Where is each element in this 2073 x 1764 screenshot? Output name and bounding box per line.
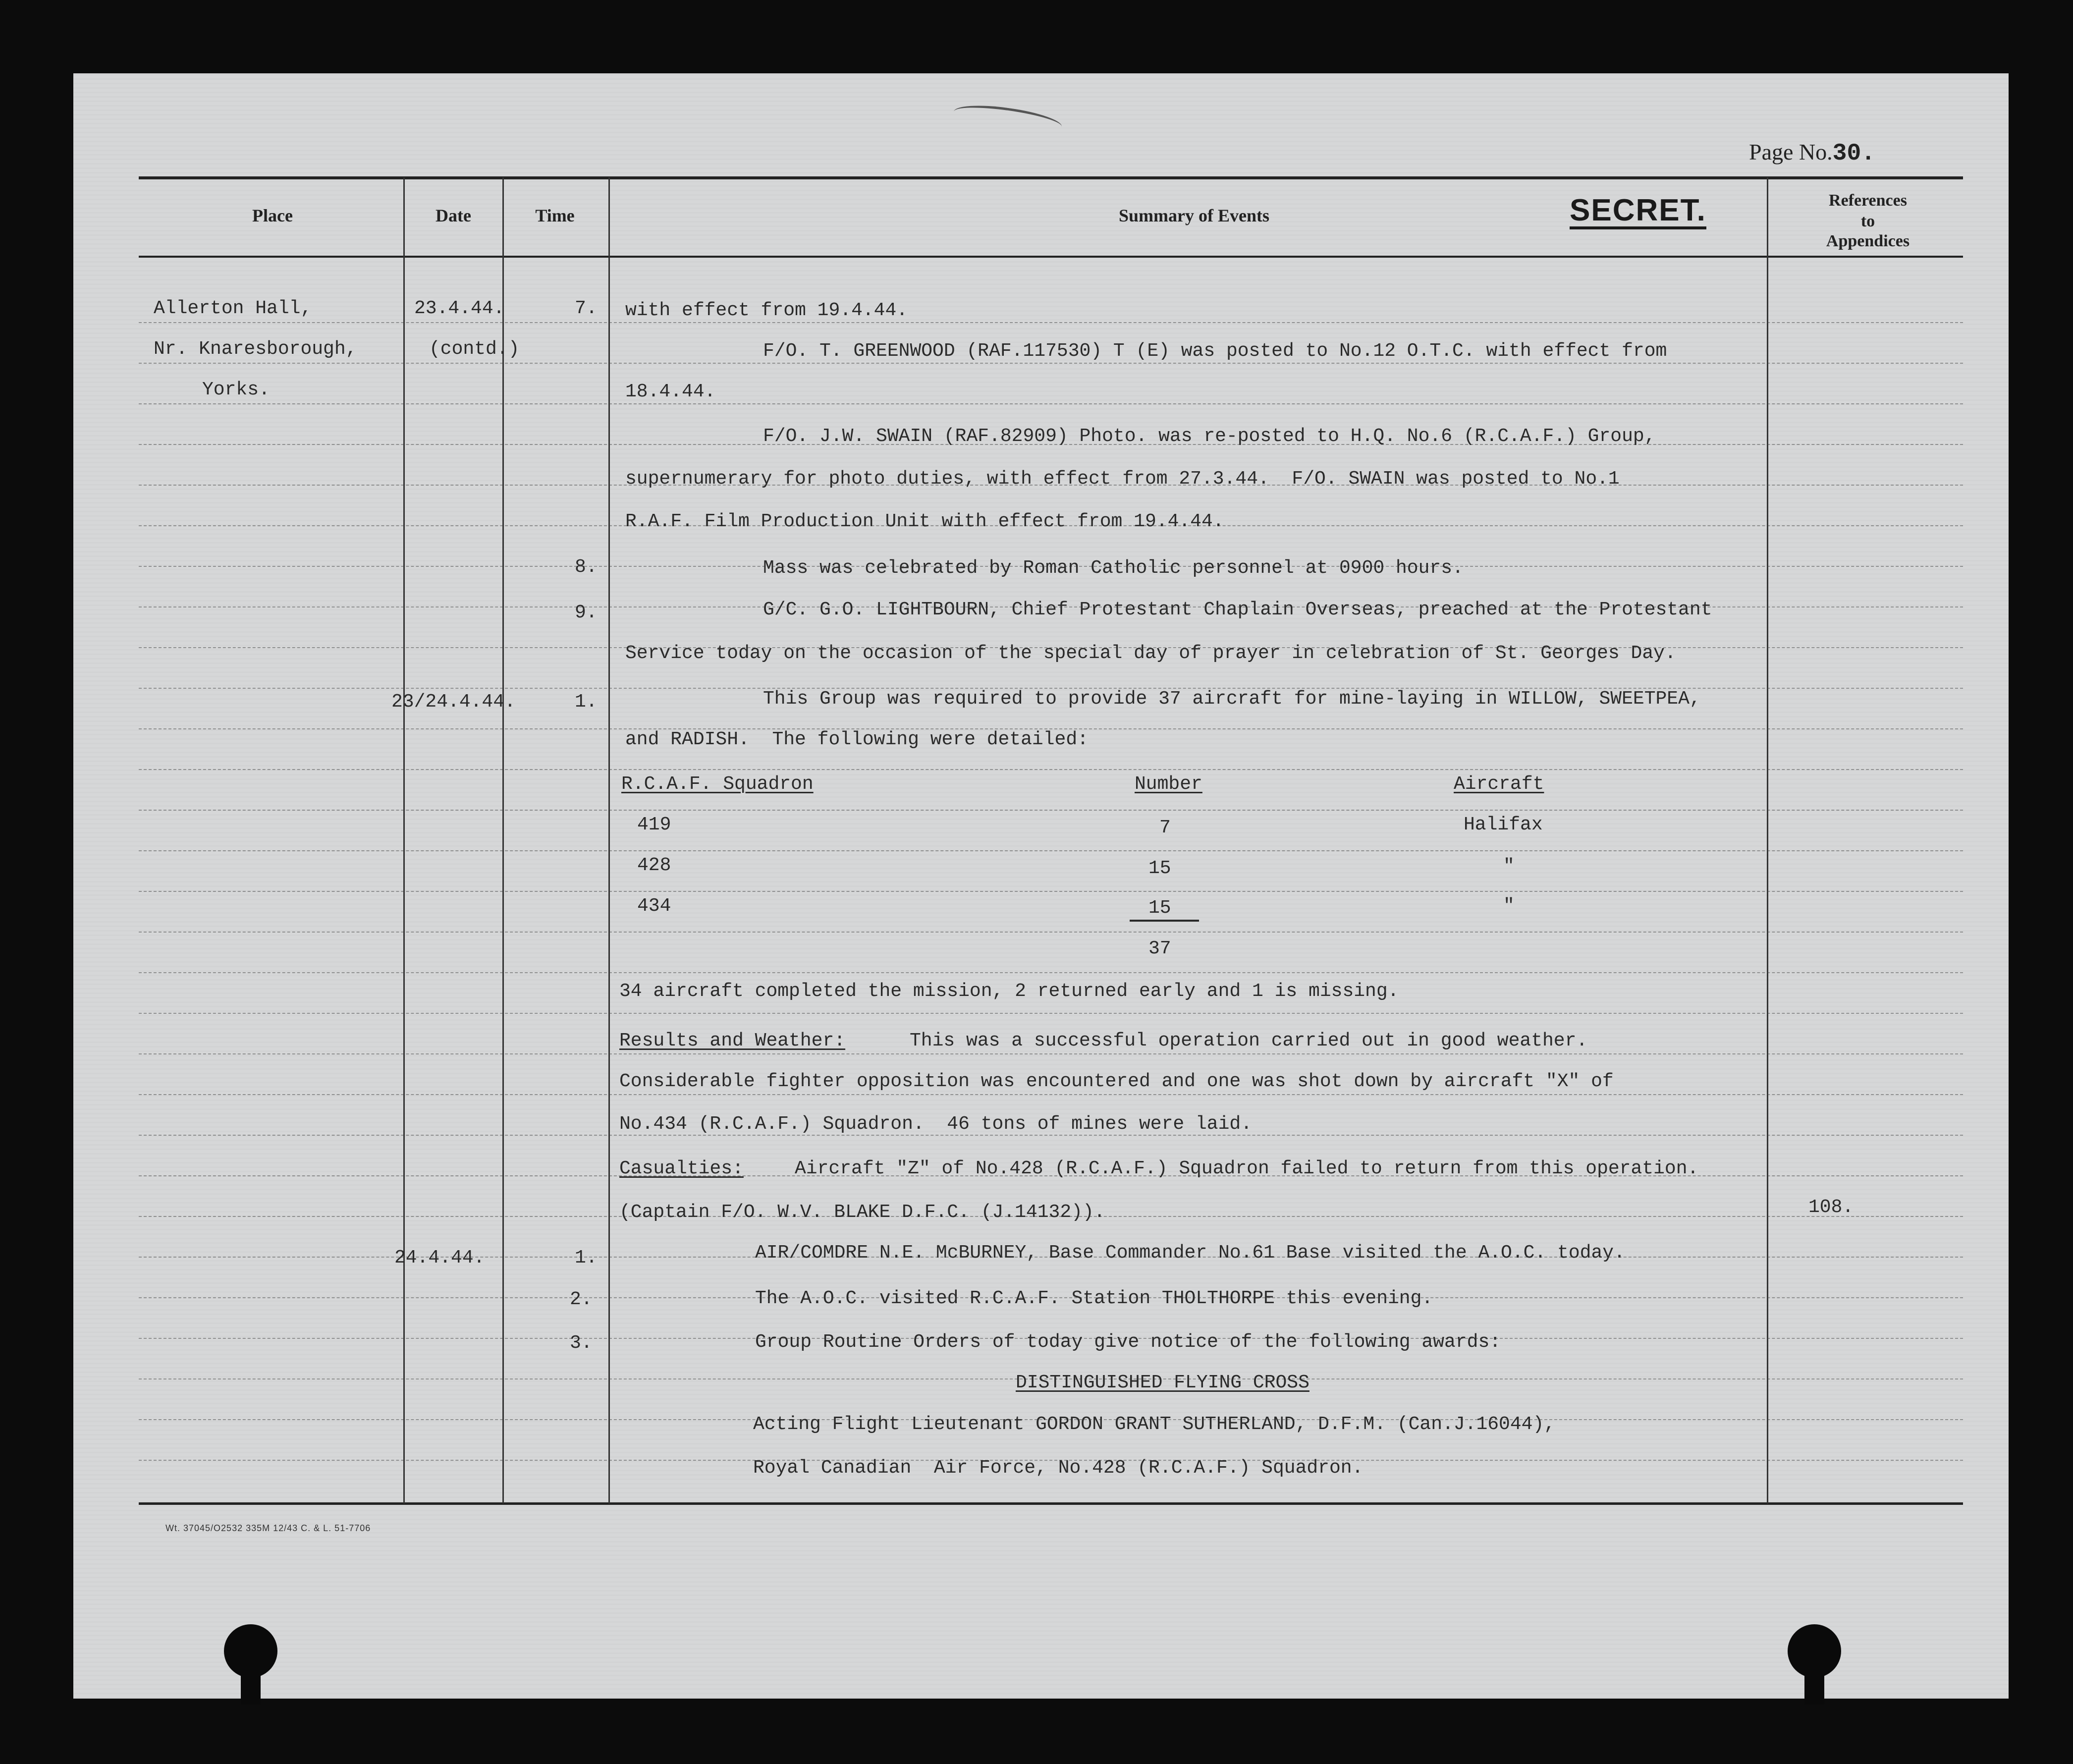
detail-row-aircraft: " (1503, 895, 1515, 917)
ruled-line (139, 403, 1963, 404)
time-entry: 7. (575, 298, 598, 319)
ruled-line (139, 1135, 1963, 1136)
summary-line: The A.O.C. visited R.C.A.F. Station THOLTHORPE this evening. (755, 1288, 1433, 1309)
place-line-1: Allerton Hall, (154, 298, 312, 319)
ruled-line (139, 363, 1963, 364)
summary-line: Mass was celebrated by Roman Catholic personnel at 0900 hours. (763, 557, 1464, 579)
page-number-label: Page No. (1749, 139, 1833, 165)
place-line-2: Nr. Knaresborough, (154, 338, 357, 360)
detail-row-number: 7 (1159, 817, 1171, 838)
header-time: Time (535, 206, 575, 225)
summary-line: Service today on the occasion of the special day of prayer in celebration of St. Georges Day. (625, 643, 1676, 664)
punch-hole (241, 1650, 261, 1705)
ruled-line (139, 1013, 1963, 1014)
summary-line: R.A.F. Film Production Unit with effect from 19.4.44. (625, 511, 1224, 532)
time-entry: 9. (575, 602, 598, 623)
summary-line: 34 aircraft completed the mission, 2 returned early and 1 is missing. (619, 981, 1399, 1002)
summary-line: with effect from 19.4.44. (625, 300, 908, 321)
summary-line: and RADISH. The following were detailed: (625, 729, 1089, 750)
time-entry: 1. (575, 1247, 598, 1268)
summary-line: Acting Flight Lieutenant GORDON GRANT SUTHERLAND, D.F.M. (Can.J.16044), (753, 1414, 1556, 1435)
time-entry: 2. (570, 1289, 593, 1310)
detail-col-aircraft: Aircraft (1454, 773, 1544, 795)
summary-line: Group Routine Orders of today give notice of the following awards: (755, 1331, 1501, 1353)
results-label: Results and Weather: (619, 1030, 846, 1051)
summary-line: No.434 (R.C.A.F.) Squadron. 46 tons of mines were laid. (619, 1113, 1253, 1135)
ruled-line (139, 891, 1963, 892)
date-entry-3: 24.4.44. (394, 1247, 485, 1268)
detail-row-squadron: 419 (637, 814, 671, 835)
detail-row-number: 15 (1148, 897, 1171, 919)
header-rule (139, 256, 1963, 258)
summary-line: Royal Canadian Air Force, No.428 (R.C.A.F.) Squadron. (753, 1457, 1364, 1479)
time-entry: 3. (570, 1332, 593, 1354)
header-references-2: to (1860, 212, 1875, 230)
bottom-rule (139, 1502, 1963, 1505)
detail-col-squadron: R.C.A.F. Squadron (621, 773, 814, 795)
column-divider (403, 177, 405, 1503)
ruled-line (139, 810, 1963, 811)
summary-line: F/O. T. GREENWOOD (RAF.117530) T (E) was posted to No.12 O.T.C. with effect from (763, 340, 1667, 362)
header-summary: Summary of Events (1119, 206, 1269, 225)
ruled-line (139, 769, 1963, 770)
detail-total: 37 (1148, 938, 1171, 959)
ruled-line (139, 1094, 1963, 1095)
detail-row-number: 15 (1148, 858, 1171, 879)
summary-line: 18.4.44. (625, 381, 716, 402)
detail-row-aircraft: Halifax (1464, 814, 1543, 835)
header-references-1: References (1829, 191, 1907, 210)
summary-line: This Group was required to provide 37 aircraft for mine-laying in WILLOW, SWEETPEA, (763, 688, 1701, 710)
casualties-label: Casualties: (619, 1158, 744, 1179)
column-divider (608, 177, 610, 1503)
ruled-line (139, 850, 1963, 851)
place-line-3: Yorks. (202, 379, 270, 400)
page-number (1749, 139, 1875, 167)
time-entry: 1. (575, 691, 598, 713)
date-entry-1: 23.4.44. (414, 298, 505, 319)
detail-row-squadron: 434 (637, 895, 671, 917)
award-heading: DISTINGUISHED FLYING CROSS (1016, 1372, 1309, 1393)
summary-line: supernumerary for photo duties, with effect from 27.3.44. F/O. SWAIN was posted to No.1 (625, 468, 1620, 490)
summary-line: (Captain F/O. W.V. BLAKE D.F.C. (J.14132)). (619, 1202, 1105, 1223)
footer-print-code: Wt. 37045/O2532 335M 12/43 C. & L. 51-7706 (165, 1523, 371, 1533)
punch-hole (1804, 1650, 1824, 1705)
column-divider (1767, 177, 1768, 1503)
summary-line: F/O. J.W. SWAIN (RAF.82909) Photo. was re-posted to H.Q. No.6 (R.C.A.F.) Group, (763, 426, 1656, 447)
summary-line: Considerable fighter opposition was encountered and one was shot down by aircraft "X" of (619, 1071, 1614, 1092)
date-entry-2: 23/24.4.44. (391, 691, 516, 713)
detail-row-aircraft: " (1503, 856, 1515, 877)
ruled-line (139, 932, 1963, 933)
ruled-line (139, 322, 1963, 323)
summary-line: G/C. G.O. LIGHTBOURN, Chief Protestant Chaplain Overseas, preached at the Protestant (763, 599, 1712, 620)
classification-stamp: SECRET. (1570, 194, 1706, 229)
document-sheet (73, 73, 2009, 1699)
header-references-3: Appendices (1826, 232, 1910, 250)
summary-line: AIR/COMDRE N.E. McBURNEY, Base Commander No.61 Base visited the A.O.C. today. (755, 1242, 1625, 1264)
detail-row-squadron: 428 (637, 855, 671, 876)
detail-col-number: Number (1135, 773, 1202, 795)
summary-line: This was a successful operation carried out in good weather. (910, 1030, 1588, 1051)
top-rule (139, 176, 1963, 179)
page-number-value: 30. (1832, 140, 1876, 167)
ruled-line (139, 972, 1963, 973)
total-rule (1130, 920, 1199, 922)
date-entry-contd: (contd.) (429, 338, 520, 360)
header-place: Place (252, 206, 293, 225)
appendix-reference: 108. (1808, 1197, 1854, 1218)
summary-line: Aircraft "Z" of No.428 (R.C.A.F.) Squadron failed to return from this operation. (795, 1158, 1699, 1179)
header-date: Date (436, 206, 471, 225)
ruled-line (139, 1053, 1963, 1054)
column-divider (502, 177, 504, 1503)
time-entry: 8. (575, 556, 598, 578)
